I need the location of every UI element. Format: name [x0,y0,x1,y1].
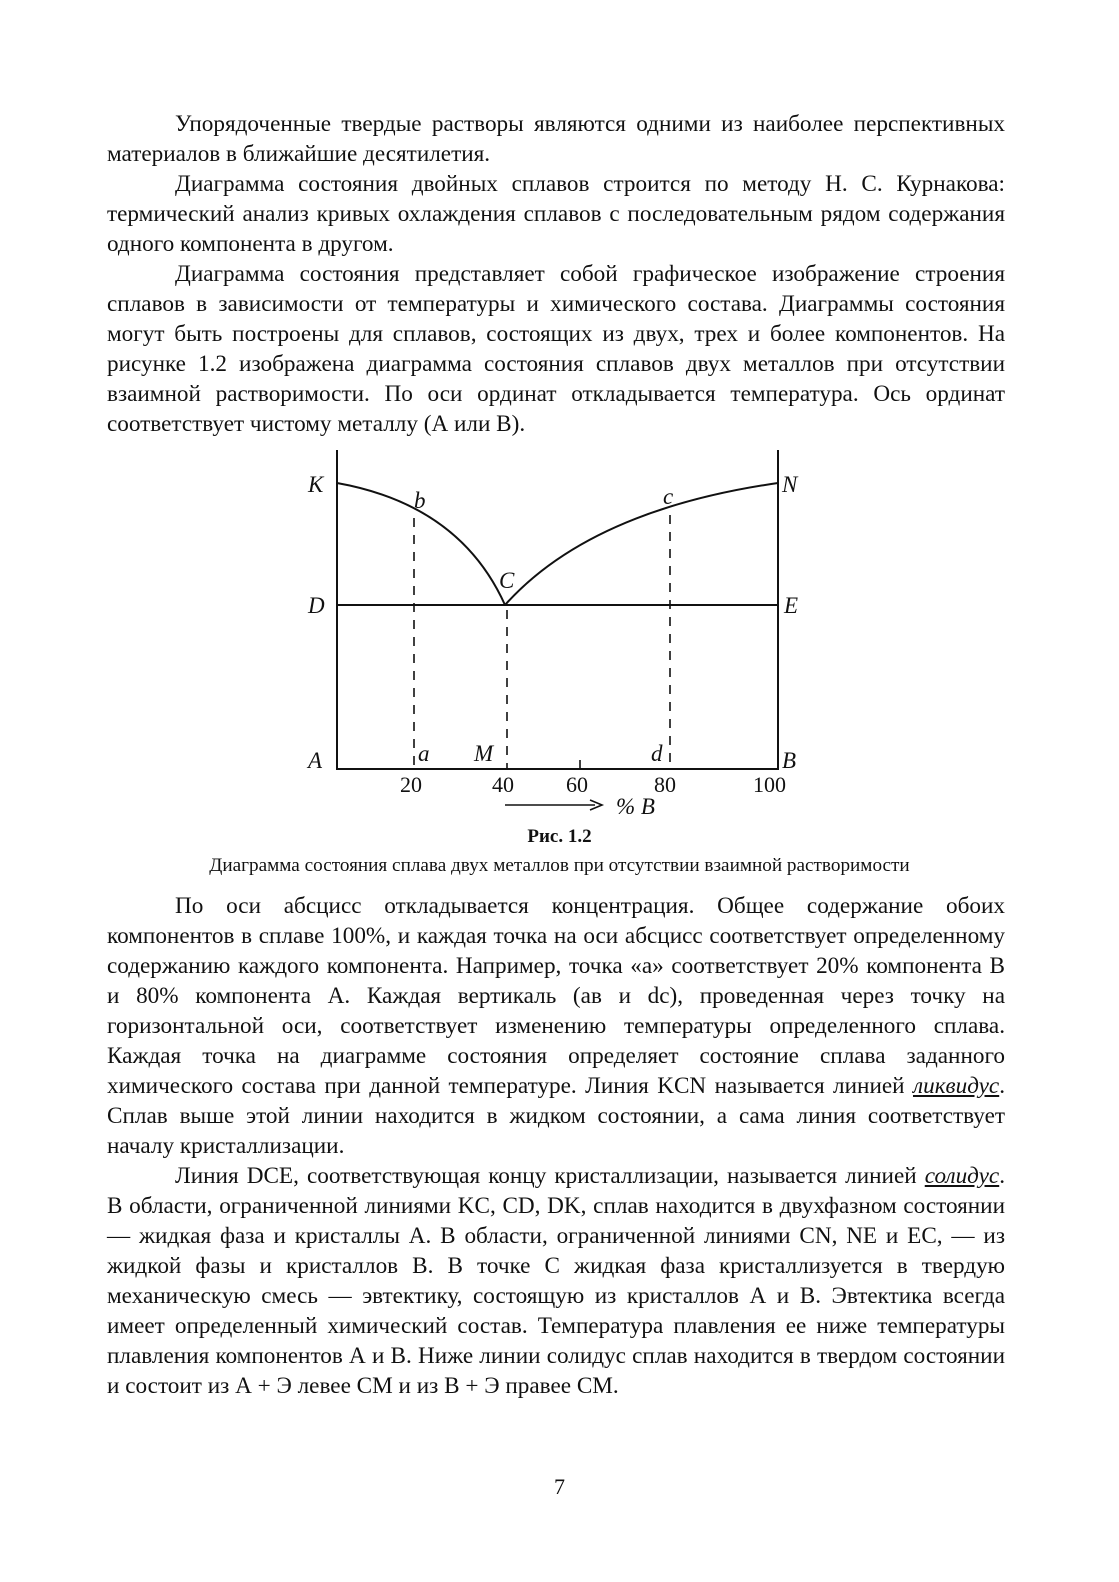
label-e: E [784,593,799,618]
x-tick-label-40: 40 [492,772,514,797]
paragraph-solidus-eutectic: Линия DCE, соответствующая концу кристаллизации, называется линией солидус. В области, ограниченной линиями KC, CD, DK, сплав находится в двухфазном состоянии — жидкая фаза и кристаллы А. В области, ограниченной линиями CN, NE и EC, — из жидкой фазы и кристаллов В. В точке С жидкая фаза кристаллизуется в твердую механическую смесь — эвтектику, состоящую из кристаллов А и В. Эвтектика всегда имеет определенный химический состав. Температура плавления ее ниже температуры плавления компонентов А и В. Ниже линии солидус сплав находится в твердом состоянии и состоит из А + Э левее СМ и из В + Э правее СМ. [107,1163,1005,1399]
figure-caption: Диаграмма состояния сплава двух металлов при отсутствии взаимной растворимости [209,855,910,876]
label-b: b [414,488,426,513]
label-m: M [474,741,494,766]
label-k: K [308,472,324,497]
x-tick-label-20: 20 [400,772,422,797]
label-n: N [782,472,798,497]
figure-number: Рис. 1.2 [527,826,592,847]
phase-diagram-figure [290,450,830,830]
paragraph-ordered-solutions: Упорядоченные твердые растворы являются одними из наиболее перспективных материалов в ближайшие десятилетия. [107,111,1005,167]
label-a-point: a [418,741,430,766]
label-eutectic-c: C [499,568,515,593]
paragraph-phase-diagram-intro: Диаграмма состояния представляет собой графическое изображение строения сплавов в зависимости от температуры и химического состава. Диаграммы состояния могут быть построены для сплавов, состоящих из двух, трех и более компонентов. На рисунке 1.2 изображена диаграмма состояния сплавов двух металлов при отсутствии взаимной растворимости. По оси ординат откладывается температура. Ось ординат соответствует чистому металлу (А или В). [107,261,1005,437]
page-number: 7 [554,1474,565,1499]
label-b-component: B [782,748,797,773]
paragraph-kurnakov-method: Диаграмма состояния двойных сплавов строится по методу Н. С. Курнакова: термический анализ кривых охлаждения сплавов с последовательным рядом содержания одного компонента в другом. [107,171,1005,257]
label-c: c [663,484,674,509]
label-d-point: d [651,741,663,766]
x-axis-label: % B [616,794,655,819]
label-d: D [308,593,325,618]
term-solidus: солидус [924,1163,1000,1189]
label-a-component: A [308,748,323,773]
x-tick-label-100: 100 [753,772,786,797]
x-tick-label-60: 60 [566,772,588,797]
liquidus-curve-cn [505,483,778,605]
phase-diagram-svg [290,450,830,830]
term-liquidus: ликвидус [912,1073,1000,1099]
paragraph-abscissa-liquidus: По оси абсцисс откладывается концентрация. Общее содержание обоих компонентов в сплаве 100%, и каждая точка на оси абсцисс соответствует определенному содержанию каждого компонента. Например, точка «а» соответствует 20% компонента В и 80% компонента А. Каждая вертикаль (ав и dc), проведенная через точку на горизонтальной оси, соответствует изменению температуры определенного сплава. Каждая точка на диаграмме состояния определяет состояние сплава заданного химического состава при данной температуре. Линия KCN называется линией ликвидус. Сплав выше этой линии находится в жидком состоянии, а сама линия соответствует началу кристаллизации. [107,893,1005,1159]
x-tick-label-80: 80 [654,772,676,797]
